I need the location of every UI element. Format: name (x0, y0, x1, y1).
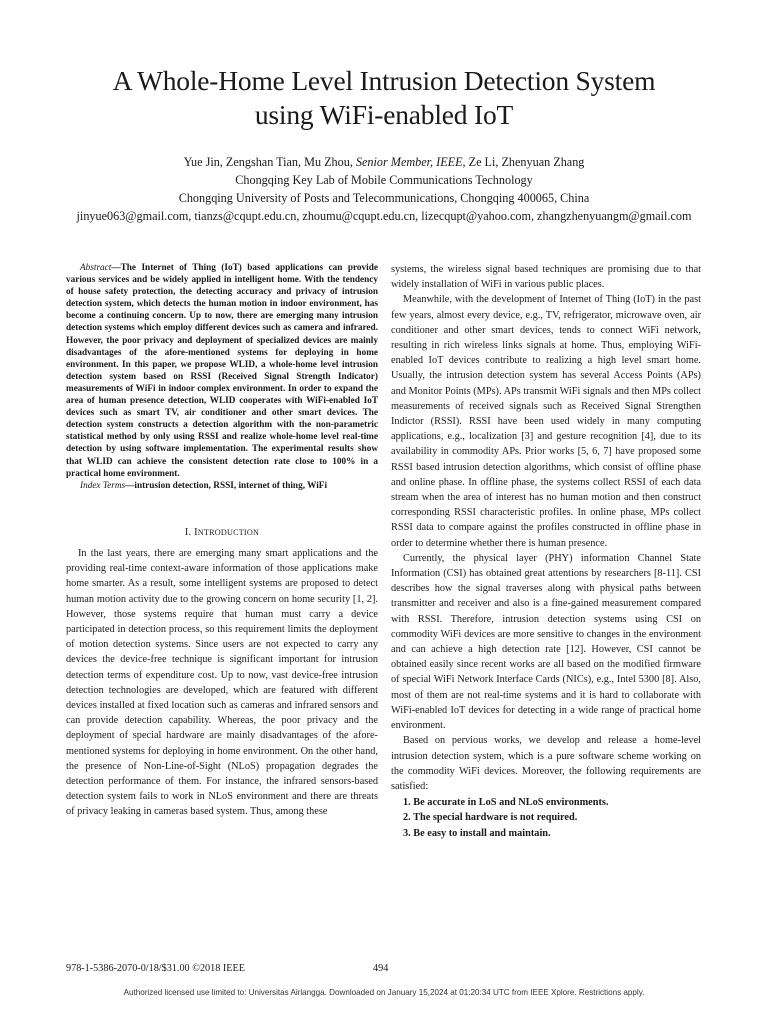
affiliation-university: Chongqing University of Posts and Telecommunications, Chongqing 400065, China (178, 191, 590, 205)
abstract (66, 262, 378, 480)
intro-paragraph-4: Based on pervious works, we develop and release a home-level intrusion detection system, which is a pure software scheme working on the commodity WiFi devices. Moreover, the following requirements are satisfied: (391, 735, 701, 792)
author-membership: Senior Member, IEEE (355, 155, 463, 169)
requirement-item: 1. Be accurate in LoS and NLoS environments. (403, 797, 609, 809)
intro-paragraph-3: Currently, the physical layer (PHY) information Channel State Information (CSI) has obtained great attentions by researchers [8-11]. CSI describes how the signal traverses along with physical paths between transmitter and receiver and also is a fine-gained measurement compared with RSSI. Therefore, intrusion detection systems using CSI on commodity WiFi devices are more sensitive to changes in the environment and can achieve a high detection rate [12]. However, CSI cannot be obtained easily since recent works are all based on the modified firmware of special WiFi Network Interface Cards (NICs), e.g., Intel 5300 [8]. Also, most of them are not real-time systems and it is hard to collaborate with WiFi-enabled IoT devices for detecting in a wide range of practical home environment. (391, 552, 701, 732)
author-emails: jinyue063@gmail.com, tianzs@cqupt.edu.cn, zhoumu@cqupt.edu.cn, lizecqupt@yahoo.com, zhangzhenyuangm@gmail.com (76, 209, 692, 223)
license-notice: Authorized licensed use limited to: Universitas Airlangga. Downloaded on January 15,2024 at 01:20:34 UTC from IEEE Xplore. Restrictions apply. (123, 988, 645, 997)
title-line-2: using WiFi-enabled IoT (254, 99, 514, 130)
section-title-initial: I (194, 526, 198, 538)
abstract-label: Abstract (80, 263, 112, 273)
author-names-tail: , Ze Li, Zhenyuan Zhang (462, 155, 585, 169)
index-terms (66, 480, 378, 492)
page-number: 494 (373, 963, 389, 974)
intro-paragraph-1-continued: systems, the wireless signal based techniques are promising due to that widely installation of WiFi in various public places. (391, 264, 701, 291)
author-block (20, 153, 748, 225)
section-heading-introduction (66, 525, 378, 540)
title-line-1: A Whole-Home Level Intrusion Detection System (112, 65, 656, 96)
author-names (20, 153, 748, 171)
section-number: I. (184, 526, 195, 538)
intro-paragraph-2: Meanwhile, with the development of Internet of Thing (IoT) in the past few years, almost every device, e.g., TV, refrigerator, microwave oven, air conditioner and other smart devices, tends to connect WiFi network, resulting in rich wireless links signals at home. Thus, employing WiFi-enabled IoT devices contribute to realizing a high level smart home. Usually, the intrusion detection system has several Access Points (APs) and Monitor Points (MPs). APs transmit WiFi signals and then MPs collect measurements of received signals such as Received Signal Strengthen Indictor (RSSI). RSSI have been used widely in many computing applications, e.g., localization [3] and gesture recognition [4], due to its availability in commodity APs. Prior works [5, 6, 7] have proposed some RSSI based intrusion detection algorithms, which consist of offline phase and online phase. In offline phase, the systems collect RSSI of each data stream when the area of interest has no human motion and then construct corresponding RSSI characteristic profiles. In online phase, MPs collect RSSI data to compare against the profiles constructed in offline phase in order to determine whether there is human presence. (391, 294, 701, 549)
section-title-rest: NTRODUCTION (197, 527, 260, 537)
affiliation-lab: Chongqing Key Lab of Mobile Communications Technology (235, 173, 533, 187)
index-terms-label: Index Terms (80, 480, 126, 491)
index-terms-text: —intrusion detection, RSSI, internet of thing, WiFi (125, 480, 328, 491)
abstract-text: —The Internet of Thing (IoT) based applications can provide various services and be widely applied in intelligent home. With the tendency of house safety protection, the detecting accuracy and privacy of intrusion detection system, which detects the human motion in indoor environment, has become a continuing concern. Up to now, there are emerging many intrusion detection systems which employ different devices such as camera and infrared. However, the poor privacy and deployment of specialized devices are mainly disadvantages of the afore-mentioned systems for deploying in home environment. In this paper, we propose WLID, a whole-home level intrusion detection system based on RSSI (Received Signal Strength Indicator) measurements of WiFi in indoor complex environment. In order to expand the area of human presence detection, WLID cooperates with WiFi-enabled IoT devices such as smart TV, air conditioner and other smart devices. The detection system constructs a detection algorithm with the non-parametric statistical method by only using RSSI and realize whole-home level real-time detection by using software implementation. The experimental results show that WLID can achieve the consistent detection rate close to 100% in a practical home environment. (66, 263, 378, 479)
left-column (66, 262, 378, 820)
requirements-list (391, 795, 701, 841)
paper-title (40, 64, 728, 132)
requirement-item: 2. The special hardware is not required. (403, 812, 578, 824)
requirement-item: 3. Be easy to install and maintain. (403, 827, 551, 839)
intro-paragraph-1: In the last years, there are emerging many smart applications and the providing real-time context-aware information of those applications make home smarter. As a result, some intelligent systems are proposed to detect human motion activity due to the growing concern on home security [1, 2]. However, those systems require that human must carry a device participated in detection process, so this requirement limits the deployment of motion detection systems. Since users are not expected to carry any devices the device-free technique is significant important for intrusion detection terms of expenditure cost. Up to now, vast device-free intrusion detection technologies are developed, which are featured with different devices installed at fixed location such as cameras and infrared sensors and can provide detection capability. Whereas, the poor privacy and the deployment of special hardware are mainly disadvantages of the afore-mentioned systems for deploying in home environment. On the other hand, the presence of Non-Line-of-Sight (NLoS) propagation degrades the detection performance of them. For instance, the infrared sensors-based detection system fails to work in NLoS environment and there are threats of privacy leaking in cameras based system. Thus, among these (66, 547, 378, 818)
right-column (391, 262, 701, 841)
footer-isbn: 978-1-5386-2070-0/18/$31.00 ©2018 IEEE (66, 963, 245, 974)
author-names-main: Yue Jin, Zengshan Tian, Mu Zhou, (183, 155, 356, 169)
